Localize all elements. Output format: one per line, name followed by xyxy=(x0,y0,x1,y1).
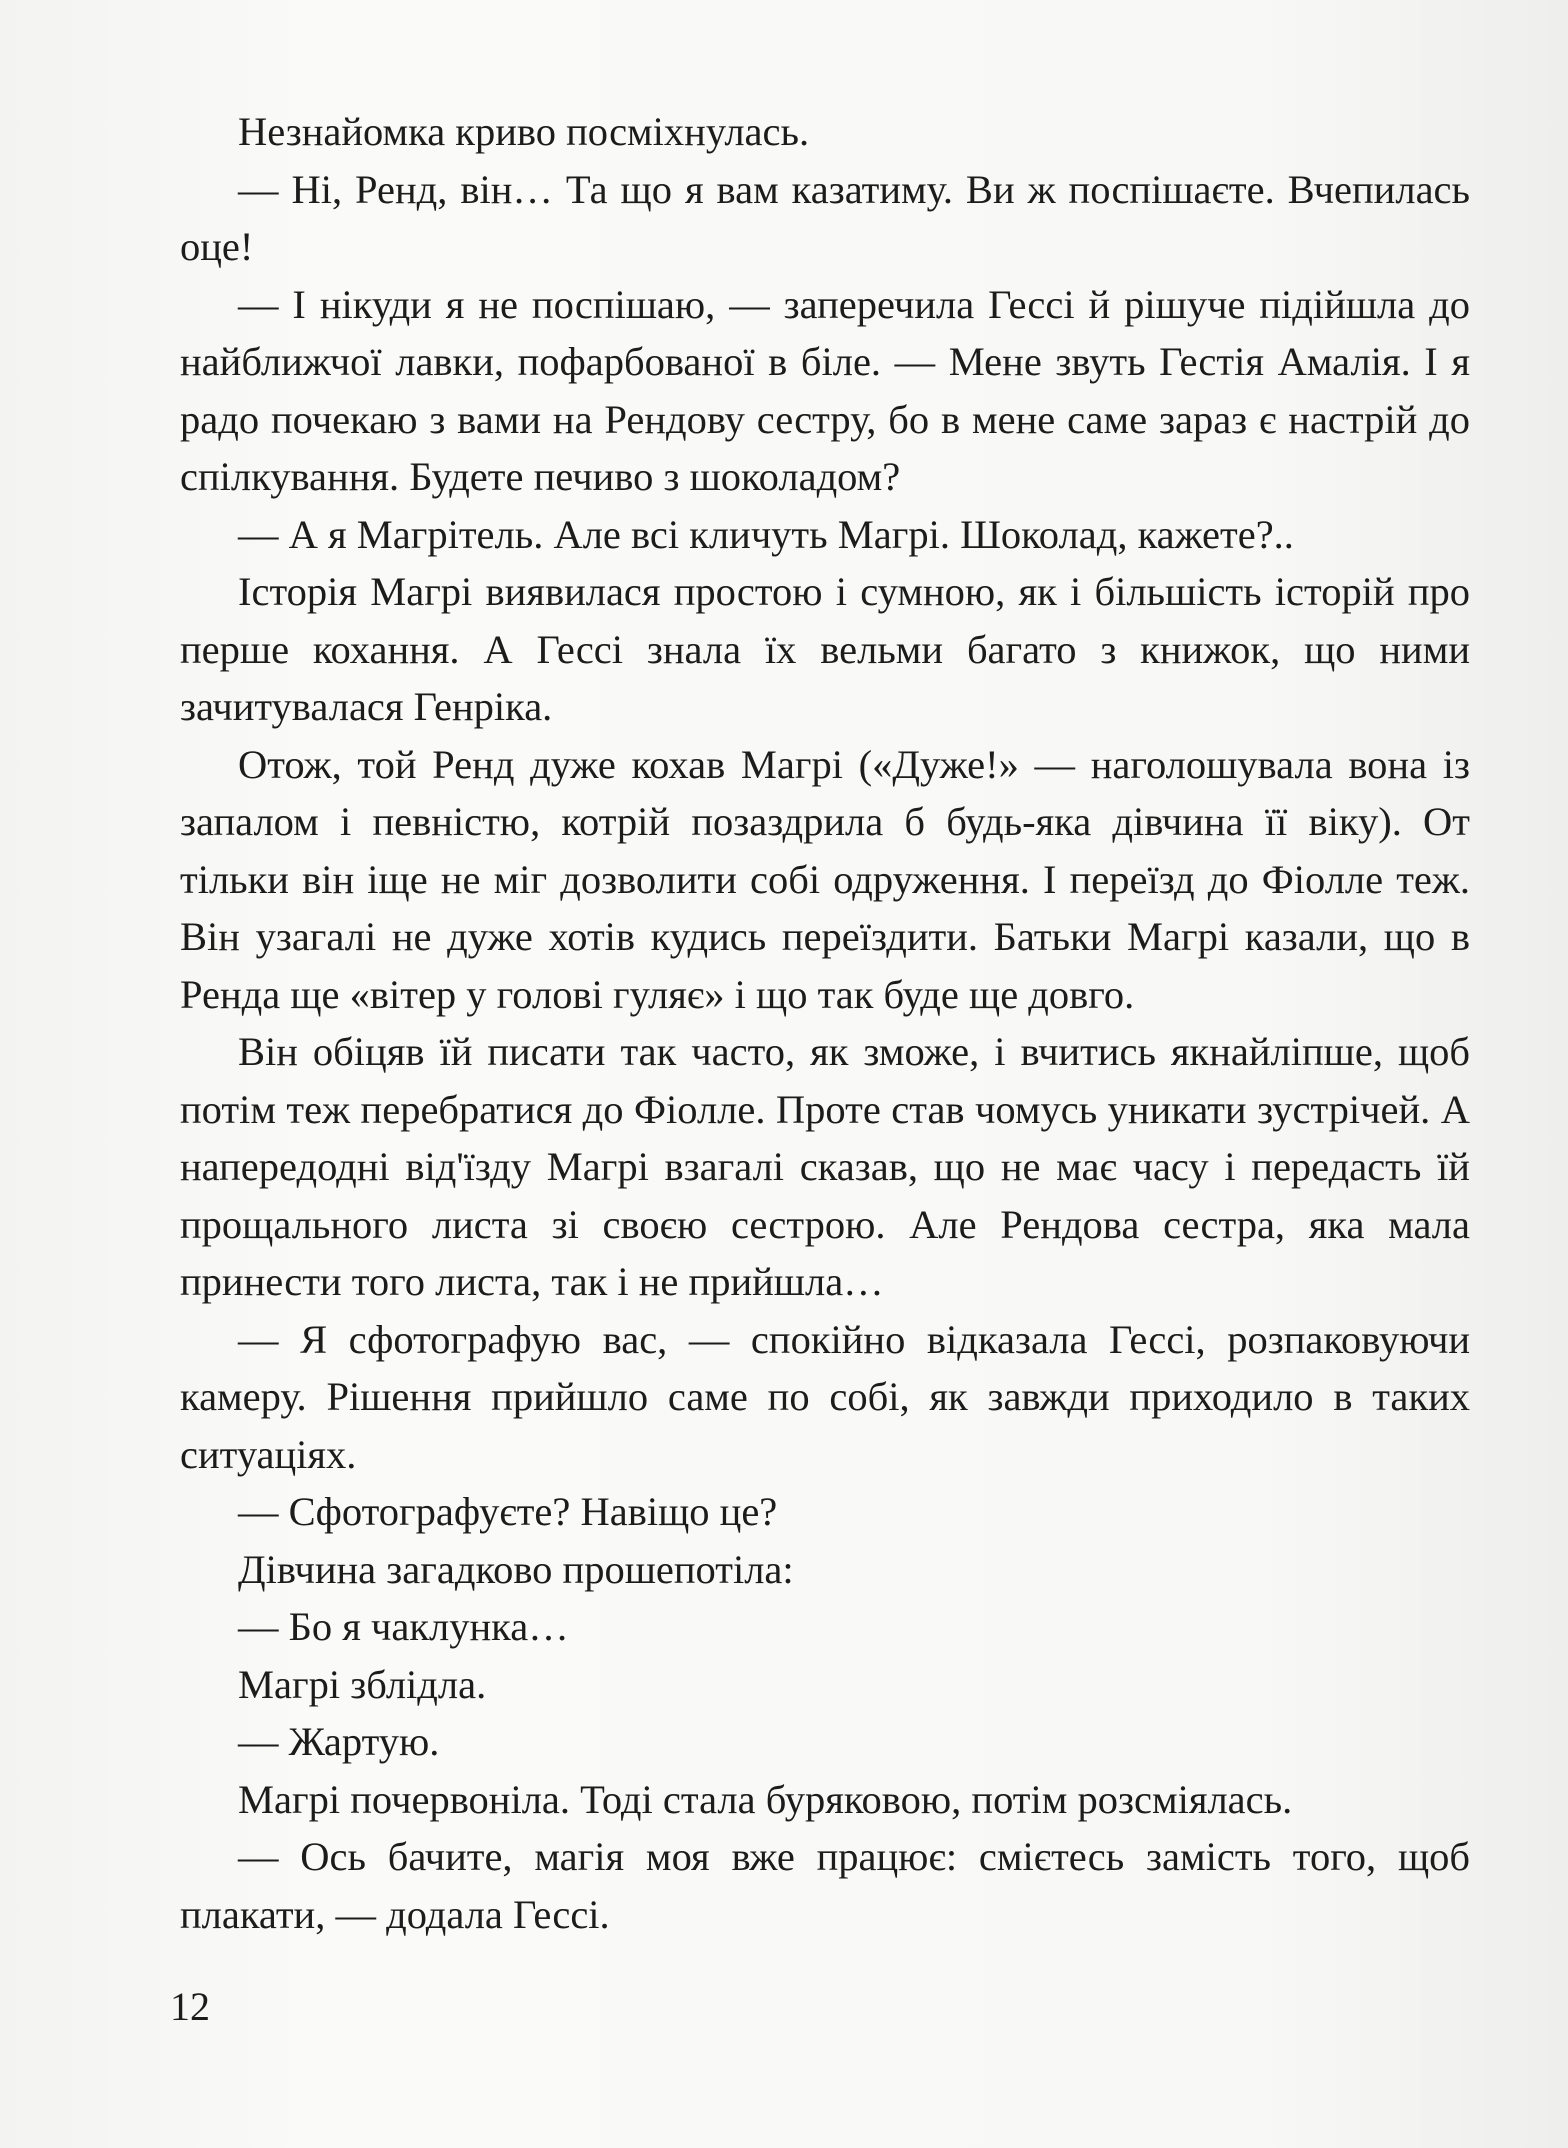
paragraph: — Ось бачите, магія моя вже працює: смієтесь замість того, щоб плакати, — додала Гессі. xyxy=(180,1834,1470,1937)
paragraph: Магрі почервоніла. Тоді стала буряковою, потім розсміялась. xyxy=(238,1776,1293,1822)
paragraph: Магрі зблідла. xyxy=(238,1661,487,1707)
paragraph: — Сфотографуєте? Навіщо це? xyxy=(238,1489,778,1534)
paragraph: — І нікуди я не поспішаю, — заперечила Гессі й рішуче підійшла до найближчої лавки, пофарбованої в біле. — Мене звуть Гестія Амалія. І я радо почекаю з вами на Рендову сестру, бо в мене саме зараз є настрій до спілкування. Будете печиво з шоколадом? xyxy=(180,281,1470,499)
paragraph: — Жартую. xyxy=(238,1719,440,1764)
paragraph: Він обіцяв їй писати так часто, як зможе, і вчитись якнайліпше, щоб потім теж перебратися до Фіолле. Проте став чомусь уникати зустрічей. А напередодні від'їзду Магрі взагалі сказав, що не має часу і передасть їй прощального листа зі своєю сестрою. Але Рендова сестра, яка мала принести того листа, так і не прийшла… xyxy=(180,1029,1470,1304)
paragraph: Історія Магрі виявилася простою і сумною, як і більшість історій про перше кохання. А Гессі знала їх вельми багато з книжок, що ними зачитувалася Генріка. xyxy=(180,569,1470,729)
page-number: 12 xyxy=(170,1984,210,2029)
body-text xyxy=(180,103,1470,1943)
paragraph: Дівчина загадково прошепотіла: xyxy=(238,1546,794,1592)
paragraph: — А я Магрітель. Але всі кличуть Магрі. Шоколад, кажете?.. xyxy=(238,511,1294,557)
paragraph: Незнайомка криво посміхнулась. xyxy=(238,109,810,154)
paragraph: — Бо я чаклунка… xyxy=(238,1604,569,1649)
paragraph: Отож, той Ренд дуже кохав Магрі («Дуже!» — наголошувала вона із запалом і певністю, котрій позаздрила б будь-яка дівчина її віку). От тільки він іще не міг дозволити собі одруження. І переїзд до Фіолле теж. Він узагалі не дуже хотів кудись переїздити. Батьки Магрі казали, що в Ренда ще «вітер у голові гуляє» і що так буде ще довго. xyxy=(180,741,1470,1017)
paragraph: — Ні, Ренд, він… Та що я вам казатиму. Ви ж поспішаєте. Вчепилась оце! xyxy=(180,166,1470,269)
paragraph: — Я сфотографую вас, — спокійно відказала Гессі, розпаковуючи камеру. Рішення прийшло саме по собі, як завжди приходило в таких ситуаціях. xyxy=(180,1316,1470,1477)
